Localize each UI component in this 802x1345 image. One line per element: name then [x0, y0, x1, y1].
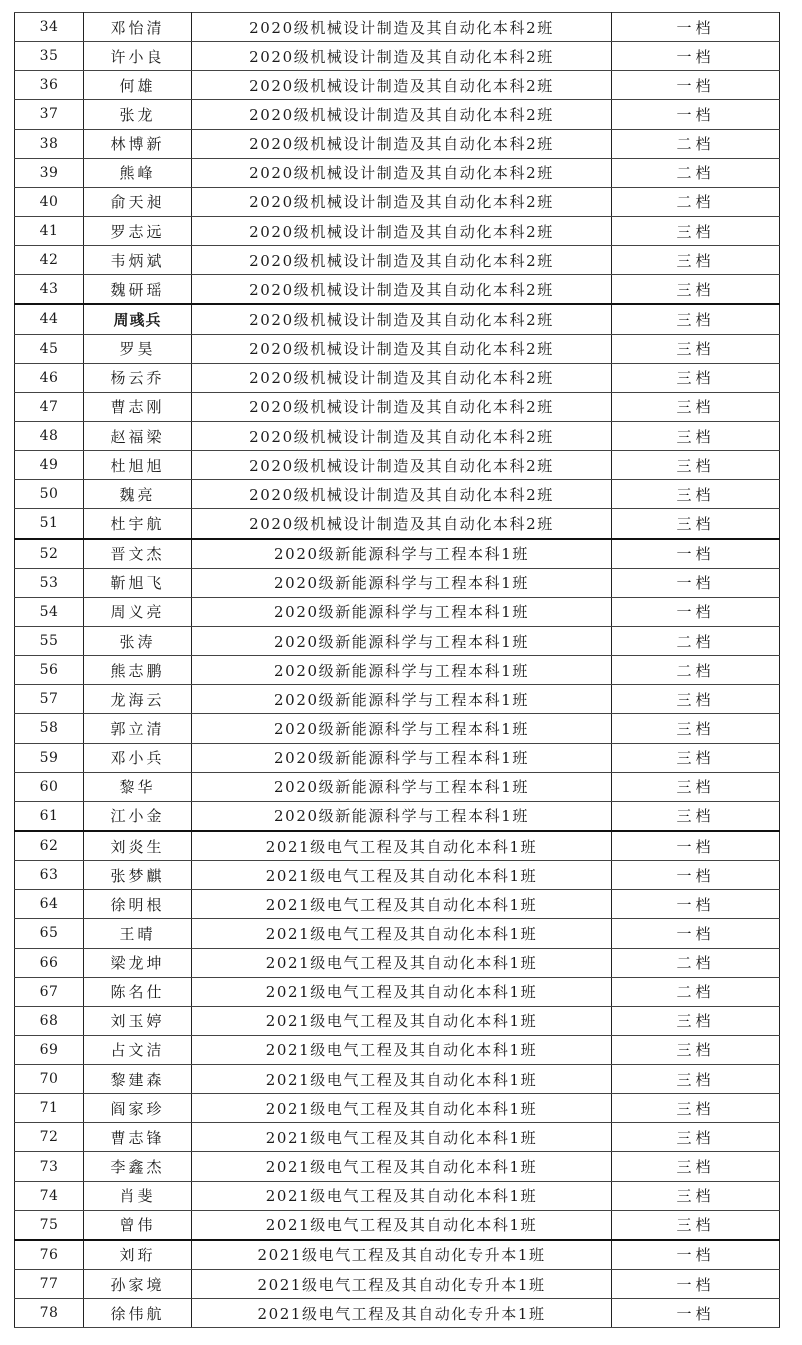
grade-level: 一档 [612, 1299, 780, 1328]
student-name: 王晴 [84, 919, 192, 948]
grade-level: 一档 [612, 1240, 780, 1270]
class-name: 2020级机械设计制造及其自动化本科2班 [192, 42, 612, 71]
table-row [15, 1299, 780, 1328]
table-row [15, 334, 780, 363]
student-name: 林博新 [84, 129, 192, 158]
row-number: 36 [15, 71, 84, 100]
class-name: 2020级新能源科学与工程本科1班 [192, 656, 612, 685]
row-number: 67 [15, 977, 84, 1006]
student-name: 邓小兵 [84, 743, 192, 772]
grade-level: 三档 [612, 801, 780, 831]
grade-level: 二档 [612, 948, 780, 977]
student-name: 周彧兵 [84, 304, 192, 334]
grade-level: 一档 [612, 539, 780, 569]
table-row [15, 977, 780, 1006]
row-number: 55 [15, 626, 84, 655]
grade-level: 三档 [612, 1094, 780, 1123]
row-number: 49 [15, 451, 84, 480]
class-name: 2020级新能源科学与工程本科1班 [192, 685, 612, 714]
student-grade-table [14, 12, 780, 1328]
grade-level: 三档 [612, 451, 780, 480]
student-name: 张龙 [84, 100, 192, 129]
student-name: 张涛 [84, 626, 192, 655]
class-name: 2021级电气工程及其自动化本科1班 [192, 1006, 612, 1035]
class-name: 2021级电气工程及其自动化本科1班 [192, 1152, 612, 1181]
table-row [15, 568, 780, 597]
class-name: 2020级机械设计制造及其自动化本科2班 [192, 421, 612, 450]
student-name: 杜宇航 [84, 509, 192, 539]
table-row [15, 919, 780, 948]
row-number: 60 [15, 772, 84, 801]
grade-level: 三档 [612, 1123, 780, 1152]
row-number: 53 [15, 568, 84, 597]
grade-level: 一档 [612, 919, 780, 948]
student-name: 龙海云 [84, 685, 192, 714]
student-name: 梁龙坤 [84, 948, 192, 977]
row-number: 54 [15, 597, 84, 626]
table-row [15, 597, 780, 626]
class-name: 2020级机械设计制造及其自动化本科2班 [192, 71, 612, 100]
student-name: 赵福梁 [84, 421, 192, 450]
row-number: 61 [15, 801, 84, 831]
student-name: 徐伟航 [84, 1299, 192, 1328]
grade-level: 三档 [612, 421, 780, 450]
row-number: 69 [15, 1035, 84, 1064]
student-name: 曾伟 [84, 1210, 192, 1240]
table-row [15, 743, 780, 772]
student-name: 曹志锋 [84, 1123, 192, 1152]
table-row [15, 539, 780, 569]
row-number: 48 [15, 421, 84, 450]
class-name: 2021级电气工程及其自动化本科1班 [192, 1065, 612, 1094]
table-row [15, 890, 780, 919]
class-name: 2021级电气工程及其自动化本科1班 [192, 861, 612, 890]
student-name: 邓怡清 [84, 13, 192, 42]
table-row [15, 1210, 780, 1240]
table-row [15, 1035, 780, 1064]
class-name: 2021级电气工程及其自动化本科1班 [192, 919, 612, 948]
row-number: 57 [15, 685, 84, 714]
grade-level: 三档 [612, 304, 780, 334]
row-number: 38 [15, 129, 84, 158]
grade-level: 三档 [612, 772, 780, 801]
grade-level: 一档 [612, 890, 780, 919]
class-name: 2021级电气工程及其自动化本科1班 [192, 1035, 612, 1064]
student-name: 江小金 [84, 801, 192, 831]
student-name: 熊峰 [84, 158, 192, 187]
class-name: 2020级机械设计制造及其自动化本科2班 [192, 480, 612, 509]
table-row [15, 861, 780, 890]
class-name: 2021级电气工程及其自动化本科1班 [192, 1123, 612, 1152]
row-number: 47 [15, 392, 84, 421]
class-name: 2020级新能源科学与工程本科1班 [192, 801, 612, 831]
class-name: 2020级机械设计制造及其自动化本科2班 [192, 158, 612, 187]
student-name: 刘珩 [84, 1240, 192, 1270]
grade-level: 三档 [612, 1006, 780, 1035]
grade-level: 三档 [612, 743, 780, 772]
student-name: 陈名仕 [84, 977, 192, 1006]
student-name: 杜旭旭 [84, 451, 192, 480]
student-name: 罗志远 [84, 216, 192, 245]
student-name: 李鑫杰 [84, 1152, 192, 1181]
row-number: 52 [15, 539, 84, 569]
grade-level: 一档 [612, 831, 780, 861]
grade-level: 一档 [612, 100, 780, 129]
class-name: 2021级电气工程及其自动化本科1班 [192, 948, 612, 977]
grade-level: 三档 [612, 363, 780, 392]
row-number: 43 [15, 275, 84, 305]
class-name: 2021级电气工程及其自动化本科1班 [192, 831, 612, 861]
row-number: 45 [15, 334, 84, 363]
grade-level: 一档 [612, 568, 780, 597]
class-name: 2021级电气工程及其自动化专升本1班 [192, 1299, 612, 1328]
grade-level: 二档 [612, 977, 780, 1006]
table-row [15, 656, 780, 685]
row-number: 58 [15, 714, 84, 743]
grade-level: 三档 [612, 246, 780, 275]
class-name: 2020级新能源科学与工程本科1班 [192, 772, 612, 801]
row-number: 51 [15, 509, 84, 539]
table-row [15, 304, 780, 334]
row-number: 50 [15, 480, 84, 509]
row-number: 62 [15, 831, 84, 861]
table-row [15, 801, 780, 831]
student-name: 魏研瑶 [84, 275, 192, 305]
class-name: 2020级机械设计制造及其自动化本科2班 [192, 334, 612, 363]
class-name: 2021级电气工程及其自动化本科1班 [192, 1181, 612, 1210]
grade-level: 三档 [612, 1210, 780, 1240]
class-name: 2020级新能源科学与工程本科1班 [192, 743, 612, 772]
student-name: 熊志鹏 [84, 656, 192, 685]
row-number: 37 [15, 100, 84, 129]
class-name: 2020级新能源科学与工程本科1班 [192, 626, 612, 655]
table-body [15, 13, 780, 1328]
student-name: 郭立清 [84, 714, 192, 743]
grade-level: 三档 [612, 1181, 780, 1210]
table-row [15, 187, 780, 216]
grade-level: 三档 [612, 275, 780, 305]
class-name: 2020级新能源科学与工程本科1班 [192, 568, 612, 597]
grade-level: 三档 [612, 714, 780, 743]
class-name: 2020级机械设计制造及其自动化本科2班 [192, 187, 612, 216]
grade-level: 一档 [612, 597, 780, 626]
row-number: 78 [15, 1299, 84, 1328]
student-name: 阎家珍 [84, 1094, 192, 1123]
table-row [15, 1240, 780, 1270]
table-row [15, 421, 780, 450]
class-name: 2020级机械设计制造及其自动化本科2班 [192, 392, 612, 421]
row-number: 66 [15, 948, 84, 977]
row-number: 35 [15, 42, 84, 71]
grade-level: 三档 [612, 216, 780, 245]
class-name: 2021级电气工程及其自动化本科1班 [192, 1094, 612, 1123]
table-row [15, 129, 780, 158]
student-name: 黎华 [84, 772, 192, 801]
grade-level: 三档 [612, 1065, 780, 1094]
student-name: 徐明根 [84, 890, 192, 919]
class-name: 2021级电气工程及其自动化本科1班 [192, 890, 612, 919]
row-number: 46 [15, 363, 84, 392]
row-number: 73 [15, 1152, 84, 1181]
student-name: 何雄 [84, 71, 192, 100]
class-name: 2021级电气工程及其自动化本科1班 [192, 977, 612, 1006]
student-name: 张梦麒 [84, 861, 192, 890]
row-number: 39 [15, 158, 84, 187]
student-name: 杨云乔 [84, 363, 192, 392]
table-row [15, 772, 780, 801]
class-name: 2020级新能源科学与工程本科1班 [192, 539, 612, 569]
table-row [15, 216, 780, 245]
table-row [15, 363, 780, 392]
grade-level: 二档 [612, 158, 780, 187]
grade-level: 一档 [612, 861, 780, 890]
row-number: 64 [15, 890, 84, 919]
class-name: 2020级机械设计制造及其自动化本科2班 [192, 13, 612, 42]
grade-level: 一档 [612, 71, 780, 100]
class-name: 2020级机械设计制造及其自动化本科2班 [192, 129, 612, 158]
table-row [15, 831, 780, 861]
row-number: 68 [15, 1006, 84, 1035]
table-row [15, 42, 780, 71]
student-name: 靳旭飞 [84, 568, 192, 597]
row-number: 44 [15, 304, 84, 334]
table-row [15, 246, 780, 275]
table-row [15, 1181, 780, 1210]
student-name: 许小良 [84, 42, 192, 71]
student-name: 占文洁 [84, 1035, 192, 1064]
student-name: 曹志刚 [84, 392, 192, 421]
table-row [15, 451, 780, 480]
table-row [15, 1006, 780, 1035]
grade-level: 二档 [612, 656, 780, 685]
grade-level: 三档 [612, 480, 780, 509]
class-name: 2020级机械设计制造及其自动化本科2班 [192, 246, 612, 275]
row-number: 71 [15, 1094, 84, 1123]
grade-level: 三档 [612, 685, 780, 714]
table-row [15, 685, 780, 714]
table-row [15, 948, 780, 977]
class-name: 2020级机械设计制造及其自动化本科2班 [192, 509, 612, 539]
class-name: 2020级机械设计制造及其自动化本科2班 [192, 451, 612, 480]
row-number: 65 [15, 919, 84, 948]
table-row [15, 13, 780, 42]
row-number: 74 [15, 1181, 84, 1210]
student-name: 周义亮 [84, 597, 192, 626]
row-number: 76 [15, 1240, 84, 1270]
row-number: 40 [15, 187, 84, 216]
student-name: 黎建森 [84, 1065, 192, 1094]
grade-level: 二档 [612, 187, 780, 216]
table-row [15, 100, 780, 129]
table-row [15, 714, 780, 743]
row-number: 59 [15, 743, 84, 772]
row-number: 77 [15, 1270, 84, 1299]
grade-level: 三档 [612, 1035, 780, 1064]
class-name: 2020级机械设计制造及其自动化本科2班 [192, 216, 612, 245]
grade-level: 二档 [612, 129, 780, 158]
class-name: 2020级机械设计制造及其自动化本科2班 [192, 363, 612, 392]
student-name: 肖斐 [84, 1181, 192, 1210]
row-number: 75 [15, 1210, 84, 1240]
class-name: 2020级新能源科学与工程本科1班 [192, 714, 612, 743]
class-name: 2020级机械设计制造及其自动化本科2班 [192, 275, 612, 305]
row-number: 72 [15, 1123, 84, 1152]
table-row [15, 1094, 780, 1123]
grade-level: 三档 [612, 392, 780, 421]
class-name: 2021级电气工程及其自动化本科1班 [192, 1210, 612, 1240]
student-name: 晋文杰 [84, 539, 192, 569]
grade-level: 三档 [612, 1152, 780, 1181]
class-name: 2021级电气工程及其自动化专升本1班 [192, 1240, 612, 1270]
student-name: 罗昊 [84, 334, 192, 363]
row-number: 42 [15, 246, 84, 275]
grade-level: 一档 [612, 42, 780, 71]
table-row [15, 626, 780, 655]
grade-level: 三档 [612, 334, 780, 363]
grade-level: 二档 [612, 626, 780, 655]
table-row [15, 1270, 780, 1299]
table-row [15, 1152, 780, 1181]
class-name: 2020级机械设计制造及其自动化本科2班 [192, 100, 612, 129]
row-number: 41 [15, 216, 84, 245]
student-name: 魏亮 [84, 480, 192, 509]
table-row [15, 480, 780, 509]
student-name: 刘玉婷 [84, 1006, 192, 1035]
table-row [15, 71, 780, 100]
class-name: 2020级新能源科学与工程本科1班 [192, 597, 612, 626]
table-row [15, 509, 780, 539]
row-number: 70 [15, 1065, 84, 1094]
student-name: 韦炳斌 [84, 246, 192, 275]
grade-level: 一档 [612, 13, 780, 42]
grade-level: 一档 [612, 1270, 780, 1299]
class-name: 2020级机械设计制造及其自动化本科2班 [192, 304, 612, 334]
table-row [15, 1123, 780, 1152]
class-name: 2021级电气工程及其自动化专升本1班 [192, 1270, 612, 1299]
table-row [15, 1065, 780, 1094]
student-name: 俞天昶 [84, 187, 192, 216]
row-number: 63 [15, 861, 84, 890]
student-name: 刘炎生 [84, 831, 192, 861]
table-row [15, 275, 780, 305]
row-number: 56 [15, 656, 84, 685]
row-number: 34 [15, 13, 84, 42]
table-row [15, 158, 780, 187]
grade-level: 三档 [612, 509, 780, 539]
table-row [15, 392, 780, 421]
student-name: 孙家境 [84, 1270, 192, 1299]
